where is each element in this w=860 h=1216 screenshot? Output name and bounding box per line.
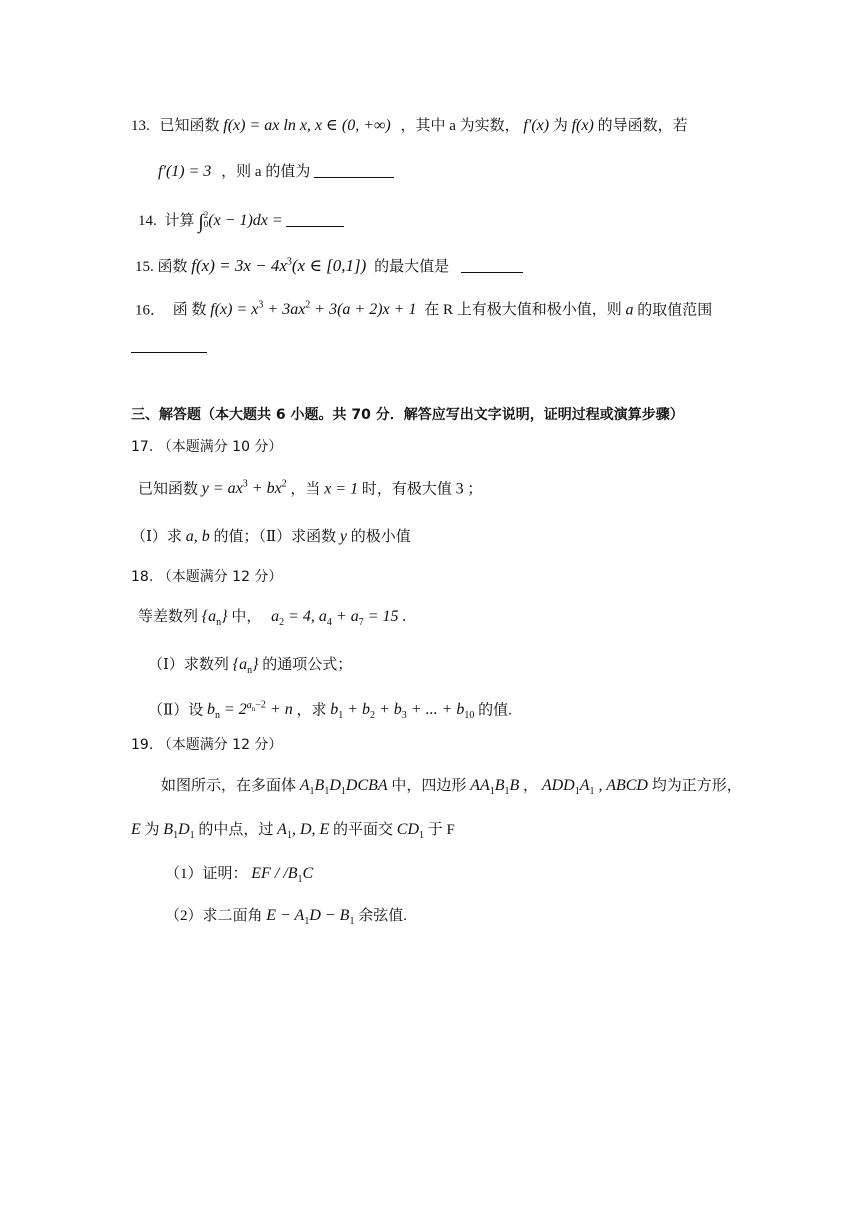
question-text: （Ⅱ）设	[148, 702, 204, 719]
formula: f′(1) = 3	[158, 163, 212, 180]
question-text: ，则 a 的值为	[221, 164, 311, 180]
question-text: 为	[552, 118, 568, 134]
question-text: 余弦值.	[358, 908, 407, 924]
question-18	[138, 609, 406, 628]
formula: a	[625, 301, 634, 319]
question-text: 在 R 上有极大值和极小值，则	[424, 302, 622, 319]
formula: $CD_1$	[396, 821, 425, 842]
question-13-line2	[158, 164, 394, 180]
formula: f′(x)	[523, 117, 550, 134]
formula: $\{a_n\}$	[201, 608, 228, 629]
question-text: 的值；（Ⅱ）求函数	[213, 529, 337, 545]
question-text: ，当	[290, 481, 321, 498]
answer-blank[interactable]	[131, 340, 207, 353]
formula: a, b	[185, 528, 210, 545]
answer-blank[interactable]	[314, 165, 394, 178]
formula: f(x) = ax ln x, x ∈ (0, +∞)	[223, 117, 391, 134]
formula: $ADD_1A_1$ , ABCD	[541, 777, 648, 798]
question-text: 的中点，过	[198, 822, 274, 838]
answer-blank[interactable]	[461, 260, 523, 273]
question-text: 于 F	[427, 822, 455, 838]
question-text: ，求	[296, 702, 327, 719]
question-19-part1	[165, 866, 313, 885]
question-text: （2）求二面角	[165, 908, 263, 924]
question-text: ，其中 a 为实数，	[400, 118, 520, 134]
formula: $\{a_n\}$	[232, 656, 259, 677]
question-16	[135, 301, 712, 318]
formula: $A_1$, D, E	[277, 821, 330, 842]
question-text: 函数	[157, 259, 188, 275]
formula: $a_2 = 4$, $a_4 + a_7 = 15$ .	[271, 608, 407, 629]
question-text: 的最大值是	[374, 259, 450, 275]
formula: 3	[455, 480, 464, 498]
formula: $AA_1B_1B$	[470, 777, 520, 798]
question-text: 已知函数	[159, 118, 220, 134]
question-text: 计算	[164, 213, 195, 229]
question-text: （Ⅰ）求	[131, 529, 182, 545]
question-14	[138, 211, 344, 232]
question-18-header: 18. （本题满分 12 分）	[131, 569, 283, 585]
question-text: （1）证明：	[165, 866, 248, 882]
question-15	[135, 257, 523, 275]
question-19-part2	[165, 908, 407, 927]
question-text: 中，	[231, 609, 262, 625]
question-text: 的取值范围	[637, 302, 713, 319]
question-text: 中，四边形	[391, 778, 467, 794]
formula: $A_1B_1D_1DCBA$	[299, 777, 388, 798]
question-17-header: 17. （本题满分 10 分）	[131, 439, 283, 455]
question-17-parts	[131, 529, 411, 545]
formula: $B_1D_1$	[163, 821, 195, 842]
question-text: ；	[467, 481, 483, 498]
question-text: 的导函数，若	[597, 118, 688, 134]
question-text: 如图所示，在多面体	[161, 778, 297, 794]
question-text: 的值.	[478, 702, 512, 719]
question-19: 如图所示，在多面体 $A_1B_1D_1DCBA$ 中，四边形 $AA_1B_1B$ ， $ADD_1A_1$ , ABCD 均为正方形，	[161, 777, 742, 798]
question-number: 16．	[135, 302, 166, 319]
formula: $b_n = 2^{a_n-2} + n$	[206, 700, 293, 722]
question-16-line2	[131, 340, 207, 355]
question-text: 均为正方形，	[651, 778, 742, 794]
question-text: 为	[144, 822, 160, 838]
question-text: 时，有极大值	[361, 481, 452, 498]
formula: $y = ax^3 + bx^2$	[201, 479, 287, 498]
formula: ∫2 0(x − 1)dx =	[198, 210, 283, 233]
question-text: 的通项公式；	[262, 657, 353, 673]
question-text: 等差数列	[138, 609, 199, 625]
formula: $f(x) = 3x - 4x^3(x$ ∈ [0,1])	[191, 256, 367, 275]
section-title: 三、解答题（本大题共 6 小题。共 70 分．解答应写出文字说明，证明过程或演算步骤）	[131, 407, 684, 423]
question-13	[131, 118, 688, 134]
question-number: 14.	[138, 213, 157, 229]
question-text: 的极小值	[350, 529, 411, 545]
question-17	[138, 480, 482, 497]
formula: $E - A_1D - B_1$	[266, 907, 355, 928]
question-19-line2	[131, 822, 455, 841]
formula: $b_1 + b_2 + b_3$ + ... + $b_{10}$	[330, 701, 475, 722]
question-text: 的平面交	[333, 822, 394, 838]
answer-blank[interactable]	[286, 214, 344, 227]
formula: $f(x) = x^3 + 3ax^2 + 3(a + 2)x + 1$	[210, 300, 417, 319]
question-18-part1	[148, 657, 352, 676]
formula: E	[131, 821, 141, 838]
formula: y	[339, 528, 347, 545]
question-number: 13.	[131, 118, 150, 134]
question-19-header: 19. （本题满分 12 分）	[131, 737, 283, 753]
question-number: 15.	[135, 259, 154, 275]
question-text: 已知函数	[138, 481, 199, 498]
question-18-part2	[148, 701, 512, 722]
formula: x = 1	[324, 480, 359, 498]
formula: EF / $/B_1C$	[251, 865, 314, 886]
question-text: （Ⅰ）求数列	[148, 657, 229, 673]
formula: f(x)	[571, 117, 594, 134]
question-text: 函 数	[172, 302, 207, 319]
